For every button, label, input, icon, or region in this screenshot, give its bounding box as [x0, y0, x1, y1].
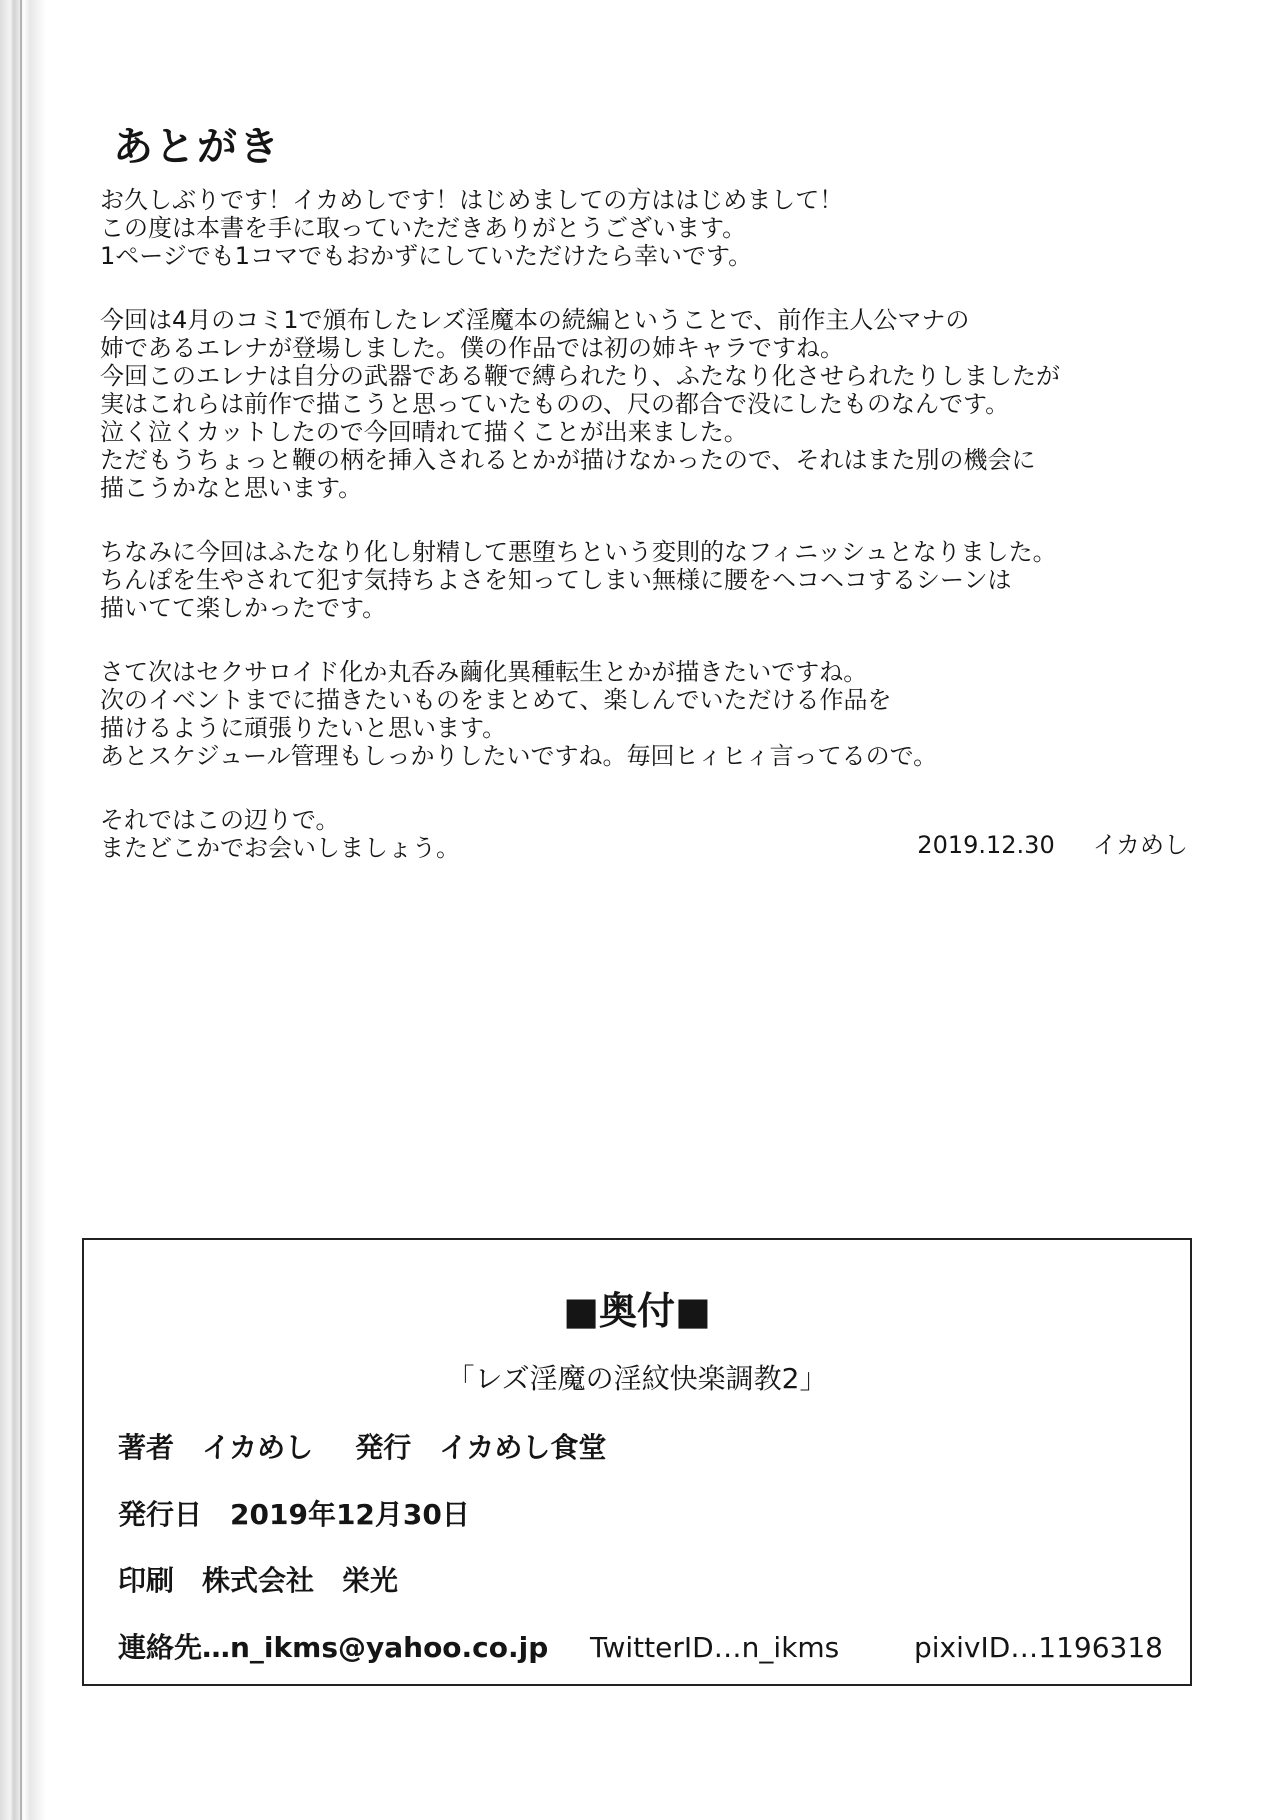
text-line: ただもうちょっと鞭の柄を挿入されるとかが描けなかったので、それはまた別の機会に: [100, 446, 1036, 474]
contact-email: 連絡先…n_ikms@yahoo.co.jp: [118, 1631, 549, 1664]
twitter-id: TwitterID…n_ikms: [590, 1631, 840, 1664]
author-label: 著者: [118, 1431, 175, 1464]
publisher-label: 発行: [355, 1431, 412, 1464]
text-line: ちんぽを生やされて犯す気持ちよさを知ってしまい無様に腰をヘコヘコするシーンは: [100, 566, 1012, 594]
text-line: 描けるように頑張りたいと思います。: [100, 714, 507, 742]
publish-date-row: [118, 1497, 470, 1533]
paragraph-next: [100, 658, 1220, 770]
signature-date: 2019.12.30: [917, 831, 1055, 859]
colophon-heading: ■奥付■: [563, 1289, 711, 1333]
colophon-box: [82, 1238, 1192, 1686]
text-line: 今回このエレナは自分の武器である鞭で縛られたり、ふたなり化させられたりしましたが: [100, 362, 1060, 390]
author-name: イカめし: [202, 1431, 314, 1464]
text-line: 姉であるエレナが登場しました。僕の作品では初の姉キャラですね。: [100, 334, 844, 362]
text-line: 今回は4月のコミ1で頒布したレズ淫魔本の続編ということで、前作主人公マナの: [100, 306, 970, 334]
signature: [917, 830, 1188, 860]
text-line: またどこかでお会いしましょう。: [100, 834, 460, 862]
text-line: 泣く泣くカットしたので今回晴れて描くことが出来ました。: [100, 418, 748, 446]
text-line: それではこの辺りで。: [100, 806, 340, 834]
paragraph-story: [100, 306, 1220, 502]
printer-name: 栄光: [342, 1564, 399, 1597]
afterword-body: [100, 186, 1220, 898]
publish-date: 2019年12月30日: [230, 1498, 470, 1531]
afterword-title: あとがき: [113, 124, 281, 170]
pixiv-id: pixivID…1196318: [914, 1631, 1163, 1664]
printer-label: 印刷: [118, 1564, 175, 1597]
text-line: 1ページでも1コマでもおかずにしていただけたら幸いです。: [100, 242, 753, 270]
text-line: 描こうかなと思います。: [100, 474, 363, 502]
text-line: あとスケジュール管理もしっかりしたいですね。毎回ヒィヒィ言ってるので。: [100, 742, 938, 770]
printer-row: [118, 1563, 398, 1599]
date-label: 発行日: [118, 1498, 203, 1531]
text-line: さて次はセクサロイド化か丸呑み繭化異種転生とかが描きたいですね。: [100, 658, 868, 686]
text-line: この度は本書を手に取っていただきありがとうございます。: [100, 214, 747, 242]
printer-company: 株式会社: [202, 1564, 315, 1597]
author-publisher-row: [118, 1430, 606, 1466]
text-line: 実はこれらは前作で描こうと思っていたものの、尺の都合で没にしたものなんです。: [100, 390, 1010, 418]
text-line: 描いてて楽しかったです。: [100, 594, 387, 622]
text-line: ちなみに今回はふたなり化し射精して悪堕ちという変則的なフィニッシュとなりました。: [100, 538, 1057, 566]
text-line: 次のイベントまでに描きたいものをまとめて、楽しんでいただける作品を: [100, 686, 892, 714]
signature-name: イカめし: [1092, 831, 1188, 859]
publisher-name: イカめし食堂: [439, 1431, 607, 1464]
paragraph-greeting: [100, 186, 1220, 270]
text-line: お久しぶりです！イカめしです！はじめましての方ははじめまして！: [100, 186, 844, 214]
book-title: 「レズ淫魔の淫紋快楽調教2」: [446, 1362, 828, 1395]
paragraph-finish: [100, 538, 1220, 622]
